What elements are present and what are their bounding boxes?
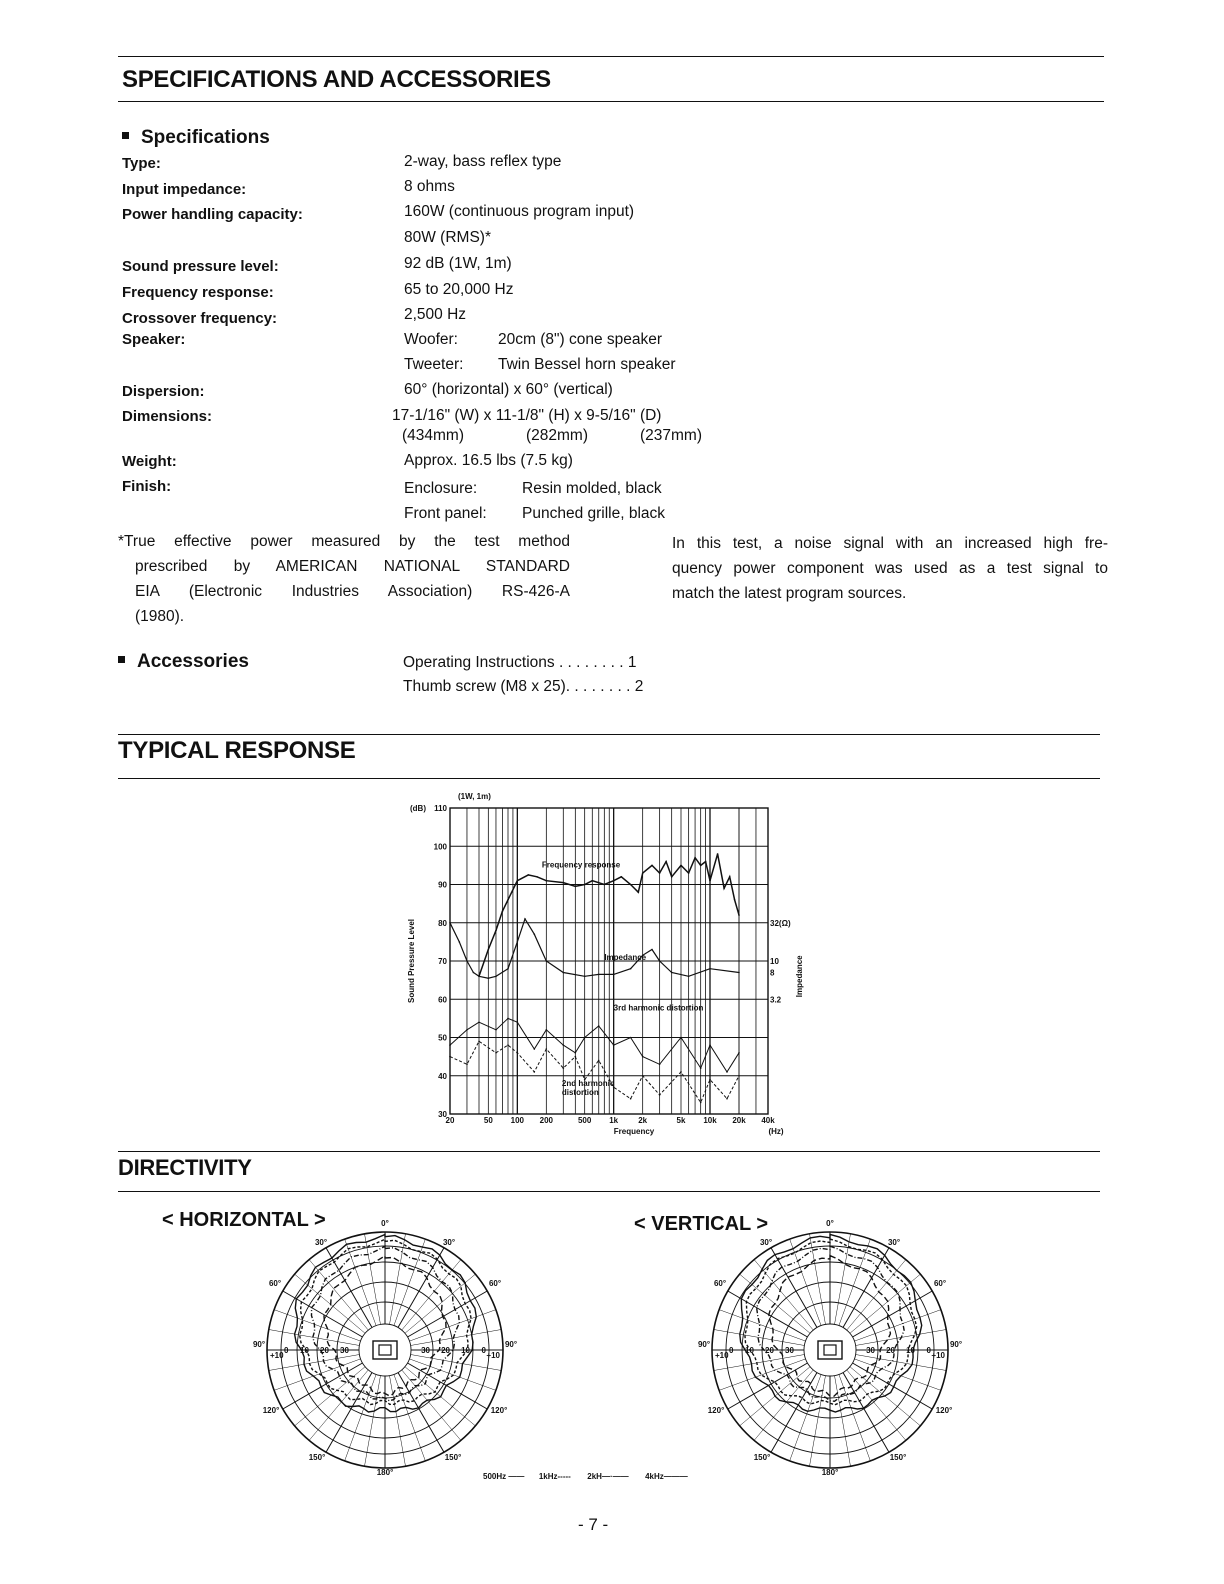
data-point xyxy=(665,861,667,863)
data-point xyxy=(680,1037,682,1039)
x-unit-label: (Hz) xyxy=(768,1127,784,1136)
y-tick-label: 70 xyxy=(438,957,447,966)
polar-spoke xyxy=(390,1376,406,1467)
data-point xyxy=(495,1052,497,1054)
angle-label: 150° xyxy=(889,1453,907,1462)
data-point xyxy=(738,1052,740,1054)
data-point xyxy=(659,1094,661,1096)
data-point xyxy=(473,972,475,974)
angle-label: 90° xyxy=(697,1340,711,1349)
data-point xyxy=(546,960,548,962)
x-tick-label: 500 xyxy=(577,1116,592,1125)
data-point xyxy=(705,861,707,863)
data-point xyxy=(738,914,740,916)
data-point xyxy=(517,1052,519,1054)
angle-label: 90° xyxy=(504,1340,518,1349)
typical-response-top-rule xyxy=(118,734,1100,735)
ring-label: 30 xyxy=(866,1346,875,1355)
angle-label: 0° xyxy=(381,1219,389,1228)
data-point xyxy=(709,1079,711,1081)
data-point xyxy=(729,876,731,878)
angle-label: 90° xyxy=(252,1340,266,1349)
polar-spoke xyxy=(810,1234,826,1325)
data-point xyxy=(630,968,632,970)
polar-spoke xyxy=(810,1376,826,1467)
footnote-left-line-2: prescribed by AMERICAN NATIONAL STANDARD xyxy=(135,558,570,575)
crossover-value: 2,500 Hz xyxy=(404,306,467,323)
ring-label: 20 xyxy=(441,1346,450,1355)
data-point xyxy=(604,884,606,886)
x-tick-label: 10k xyxy=(703,1116,717,1125)
data-point xyxy=(449,1056,451,1058)
data-point xyxy=(495,976,497,978)
title-rule xyxy=(118,101,1104,102)
typical-response-rule xyxy=(118,778,1100,779)
woofer-value: 20cm (8") cone speaker xyxy=(498,331,663,348)
data-point xyxy=(449,922,451,924)
spl-value: 92 dB (1W, 1m) xyxy=(404,255,512,272)
data-point xyxy=(466,960,468,962)
footnote-left-line-4: (1980). xyxy=(135,608,185,625)
polar-spoke xyxy=(790,1239,821,1325)
horizontal-polar-chart xyxy=(230,1215,530,1485)
ring-label: 0 xyxy=(481,1346,486,1355)
data-point xyxy=(488,949,490,951)
x-tick-label: 40k xyxy=(761,1116,775,1125)
ring-label: 20 xyxy=(886,1346,895,1355)
ring-label: 10 xyxy=(300,1346,309,1355)
data-point xyxy=(598,1060,600,1062)
ring-label: +10 xyxy=(486,1351,500,1360)
chart-title: (1W, 1m) xyxy=(458,792,491,801)
data-point xyxy=(495,930,497,932)
data-point xyxy=(651,865,653,867)
polar-spoke xyxy=(390,1234,406,1325)
polar-spoke xyxy=(345,1374,376,1460)
y-tick-label: 30 xyxy=(438,1110,447,1119)
angle-label: 30° xyxy=(442,1238,456,1247)
ring-label: 30 xyxy=(340,1346,349,1355)
data-point xyxy=(449,1044,451,1046)
angle-label: 120° xyxy=(935,1406,953,1415)
x-tick-label: 1k xyxy=(609,1116,619,1125)
dimensions-value: 17-1/16" (W) x 11-1/8" (H) x 9-5/16" (D) xyxy=(392,407,662,424)
data-point xyxy=(546,1029,548,1031)
data-point xyxy=(726,1098,728,1100)
spl-label: Sound pressure level: xyxy=(122,258,279,275)
angle-label: 30° xyxy=(887,1238,901,1247)
data-point xyxy=(575,1056,577,1058)
x-tick-label: 50 xyxy=(483,1116,493,1125)
data-point xyxy=(524,918,526,920)
angle-label: 120° xyxy=(262,1406,280,1415)
data-point xyxy=(709,1044,711,1046)
ring-label: 20 xyxy=(765,1346,774,1355)
section-title-specifications: SPECIFICATIONS AND ACCESSORIES xyxy=(122,66,551,93)
chart-labels xyxy=(407,792,804,1136)
data-point xyxy=(598,1025,600,1027)
footnote-left-line-1: *True effective power measured by the test method xyxy=(118,533,570,550)
data-point xyxy=(517,941,519,943)
top-rule xyxy=(118,56,1104,57)
data-point xyxy=(563,1044,565,1046)
x-tick-label: 20k xyxy=(732,1116,746,1125)
data-point xyxy=(680,1071,682,1073)
data-point xyxy=(659,960,661,962)
impedance-line xyxy=(450,919,739,978)
angle-label: 180° xyxy=(821,1468,839,1477)
front-panel-label: Front panel: xyxy=(404,505,487,522)
y-tick-label: 60 xyxy=(438,995,447,1005)
data-point xyxy=(700,1067,702,1069)
accessory-name: Operating Instructions . . . . . . . . xyxy=(403,654,624,671)
accessory-item xyxy=(403,654,636,672)
footnote-right-line-3: match the latest program sources. xyxy=(672,585,907,602)
footnote-right xyxy=(672,531,1108,606)
dimensions-label: Dimensions: xyxy=(122,408,213,425)
speaker-label: Speaker: xyxy=(122,331,186,348)
legend-2khz: 2kH—·—— xyxy=(587,1472,629,1481)
page-number: - 7 - xyxy=(578,1515,609,1534)
power-value-1: 160W (continuous program input) xyxy=(404,203,635,220)
data-point xyxy=(630,884,632,886)
angle-label: 150° xyxy=(308,1453,326,1462)
data-point xyxy=(700,1102,702,1104)
data-point xyxy=(517,1021,519,1023)
ring-label: +10 xyxy=(270,1351,284,1360)
polar-spoke xyxy=(835,1234,851,1325)
polar-spoke xyxy=(274,1359,360,1390)
ring-label: 10 xyxy=(745,1346,754,1355)
horizontal-title: < HORIZONTAL > xyxy=(162,1209,326,1231)
angle-label: 120° xyxy=(707,1406,725,1415)
data-point xyxy=(651,949,653,951)
specifications-heading: Specifications xyxy=(122,127,270,149)
data-point xyxy=(528,874,530,876)
weight-label: Weight: xyxy=(122,453,177,470)
angle-label: 150° xyxy=(753,1453,771,1462)
x-tick-label: 2k xyxy=(638,1116,648,1125)
x-tick-label: 5k xyxy=(676,1116,686,1125)
x-tick-label: 100 xyxy=(510,1116,525,1125)
data-point xyxy=(495,1029,497,1031)
data-point xyxy=(613,1044,615,1046)
speaker-icon xyxy=(818,1341,842,1359)
woofer-label: Woofer: xyxy=(404,331,458,348)
polar-spoke xyxy=(345,1239,376,1325)
data-point xyxy=(466,1029,468,1031)
data-point xyxy=(584,884,586,886)
angle-label: 60° xyxy=(488,1279,502,1288)
impedance-tick-label: 8 xyxy=(770,968,775,978)
angle-label: 30° xyxy=(759,1238,773,1247)
data-point xyxy=(688,976,690,978)
data-point xyxy=(466,1064,468,1066)
polar-spoke xyxy=(409,1310,495,1341)
data-point xyxy=(546,1048,548,1050)
freq-label: Frequency response: xyxy=(122,284,274,301)
data-point xyxy=(478,1041,480,1043)
enclosure-label: Enclosure: xyxy=(404,480,478,497)
power-label: Power handling capacity: xyxy=(122,206,303,223)
ring-label: 0 xyxy=(729,1346,734,1355)
dimensions-mm-h: (282mm) xyxy=(526,427,589,444)
y-axis-label: Sound Pressure Level xyxy=(407,918,416,1004)
y-tick-label: 80 xyxy=(438,918,447,928)
footnote-right-line-1: In this test, a noise signal with an increased high fre- xyxy=(672,535,1108,552)
front-panel-value: Punched grille, black xyxy=(522,505,666,522)
data-point xyxy=(598,974,600,976)
data-point xyxy=(592,880,594,882)
data-point xyxy=(478,1021,480,1023)
ring-label: 30 xyxy=(421,1346,430,1355)
accessory-qty: 2 xyxy=(634,678,644,695)
series-label: 2nd harmonic xyxy=(561,1079,615,1089)
data-point xyxy=(563,882,565,884)
data-point xyxy=(671,972,673,974)
data-point xyxy=(502,911,504,913)
data-point xyxy=(488,977,490,979)
section-title-directivity: DIRECTIVITY xyxy=(118,1155,252,1180)
footnote-left-line-3: EIA (Electronic Industries Association) RS-426-A xyxy=(135,583,570,600)
data-point xyxy=(534,1071,536,1073)
polar-spoke xyxy=(365,1234,381,1325)
accessory-name: Thumb screw (M8 x 25). . . . . . . . xyxy=(403,678,631,695)
ring-label: +10 xyxy=(931,1351,945,1360)
data-point xyxy=(563,972,565,974)
data-point xyxy=(659,872,661,874)
ring-label: 10 xyxy=(906,1346,915,1355)
data-point xyxy=(536,876,538,878)
polar-spoke xyxy=(719,1310,805,1341)
data-point xyxy=(459,941,461,943)
legend-4khz: 4kHz——— xyxy=(645,1472,688,1481)
angle-label: 90° xyxy=(949,1340,963,1349)
impedance-tick-label: 3.2 xyxy=(770,995,782,1005)
impedance-tick-label: 32(Ω) xyxy=(770,918,791,928)
data-point xyxy=(630,1037,632,1039)
ring-label: 10 xyxy=(461,1346,470,1355)
data-point xyxy=(517,880,519,882)
data-point xyxy=(507,968,509,970)
response-chart xyxy=(398,786,818,1142)
series-label: distortion xyxy=(561,1087,599,1097)
tweeter-label: Tweeter: xyxy=(404,356,464,373)
x-axis-label: Frequency xyxy=(613,1127,655,1136)
data-point xyxy=(738,972,740,974)
impedance-label: Input impedance: xyxy=(122,181,247,198)
impedance-value: 8 ohms xyxy=(404,178,455,195)
type-value: 2-way, bass reflex type xyxy=(404,153,562,170)
data-point xyxy=(613,880,615,882)
horizontal-polar xyxy=(253,1219,517,1477)
ring-label: +10 xyxy=(715,1351,729,1360)
data-point xyxy=(688,872,690,874)
data-point xyxy=(621,876,623,878)
impedance-tick-label: 10 xyxy=(770,957,779,966)
footnote-right-line-2: quency power component was used as a test signal to xyxy=(672,560,1108,577)
y-tick-label: 40 xyxy=(438,1071,447,1081)
data-point xyxy=(709,880,711,882)
section-title-typical-response: TYPICAL RESPONSE xyxy=(118,737,356,764)
y-tick-label: 90 xyxy=(438,880,447,890)
ring-label: 0 xyxy=(284,1346,289,1355)
data-point xyxy=(717,853,719,855)
data-point xyxy=(709,968,711,970)
data-point xyxy=(613,974,615,976)
angle-label: 180° xyxy=(376,1468,394,1477)
power-value-2: 80W (RMS)* xyxy=(404,229,491,246)
series-label: 3rd harmonic distortion xyxy=(613,1003,704,1013)
data-point xyxy=(700,865,702,867)
weight-value: Approx. 16.5 lbs (7.5 kg) xyxy=(404,452,573,469)
data-point xyxy=(694,857,696,859)
directivity-rule xyxy=(118,1191,1100,1192)
polar-spoke xyxy=(854,1359,940,1390)
data-point xyxy=(546,880,548,882)
angle-label: 150° xyxy=(444,1453,462,1462)
data-point xyxy=(738,1075,740,1077)
tweeter-value: Twin Bessel horn speaker xyxy=(498,356,676,373)
angle-label: 120° xyxy=(490,1406,508,1415)
data-point xyxy=(507,899,509,901)
vertical-polar-chart xyxy=(675,1215,985,1485)
type-label: Type: xyxy=(122,155,161,172)
directivity-top-rule xyxy=(118,1151,1100,1152)
data-point xyxy=(723,888,725,890)
polar-spoke xyxy=(394,1239,425,1325)
ring-label: 30 xyxy=(785,1346,794,1355)
dimensions-mm-d: (237mm) xyxy=(640,427,703,444)
vertical-title: < VERTICAL > xyxy=(634,1213,769,1235)
vertical-polar xyxy=(698,1219,962,1477)
legend-500hz: 500Hz —— xyxy=(483,1472,525,1481)
polar-spoke xyxy=(790,1374,821,1460)
impedance-axis-label: Impedance xyxy=(795,955,804,998)
bullet-icon xyxy=(122,132,129,139)
y-tick-label: 100 xyxy=(433,842,447,852)
polar-spoke xyxy=(835,1376,851,1467)
data-point xyxy=(478,976,480,978)
dispersion-value: 60° (horizontal) x 60° (vertical) xyxy=(404,381,613,398)
polar-spoke xyxy=(365,1376,381,1467)
chart-series xyxy=(449,853,740,1103)
directivity-legend xyxy=(483,1466,688,1484)
accessory-item xyxy=(403,678,643,696)
data-point xyxy=(734,899,736,901)
y-tick-label: 110 xyxy=(434,804,447,813)
legend-1khz: 1kHz----- xyxy=(538,1472,571,1481)
data-point xyxy=(563,1067,565,1069)
polar-spoke xyxy=(854,1310,940,1341)
data-point xyxy=(575,886,577,888)
data-point xyxy=(584,1037,586,1039)
data-point xyxy=(726,1071,728,1073)
footnote-left xyxy=(118,529,570,629)
data-point xyxy=(659,1064,661,1066)
speaker-icon xyxy=(373,1341,397,1359)
enclosure-value: Resin molded, black xyxy=(522,480,662,497)
angle-label: 60° xyxy=(713,1279,727,1288)
angle-label: 30° xyxy=(314,1238,328,1247)
data-point xyxy=(642,872,644,874)
data-point xyxy=(671,876,673,878)
angle-label: 60° xyxy=(268,1279,282,1288)
angle-label: 0° xyxy=(826,1219,834,1228)
data-point xyxy=(638,891,640,893)
data-point xyxy=(575,1052,577,1054)
crossover-label: Crossover frequency: xyxy=(122,310,278,327)
data-point xyxy=(507,1018,509,1020)
freq-value: 65 to 20,000 Hz xyxy=(404,281,514,298)
dimensions-mm-w: (434mm) xyxy=(402,427,465,444)
data-point xyxy=(642,1056,644,1058)
ring-label: 0 xyxy=(926,1346,931,1355)
dispersion-label: Dispersion: xyxy=(122,383,205,400)
y-tick-label: 50 xyxy=(438,1033,447,1043)
ring-label: 20 xyxy=(320,1346,329,1355)
series-label: Frequency response xyxy=(541,860,621,870)
finish-label: Finish: xyxy=(122,478,172,495)
data-point xyxy=(507,1044,509,1046)
polar-spoke xyxy=(274,1310,360,1341)
accessories-heading: Accessories xyxy=(118,651,249,673)
bullet-icon xyxy=(118,656,125,663)
series-label: Impedance xyxy=(604,952,647,962)
data-point xyxy=(630,1098,632,1100)
data-point xyxy=(642,1075,644,1077)
x-tick-label: 20 xyxy=(445,1116,455,1125)
accessory-qty: 1 xyxy=(627,654,637,671)
data-point xyxy=(680,865,682,867)
angle-label: 60° xyxy=(933,1279,947,1288)
data-point xyxy=(534,1048,536,1050)
data-point xyxy=(584,976,586,978)
x-tick-label: 200 xyxy=(539,1116,554,1125)
y-unit-label: (dB) xyxy=(410,804,426,813)
third-harmonic-line xyxy=(450,1018,739,1072)
data-point xyxy=(534,933,536,935)
